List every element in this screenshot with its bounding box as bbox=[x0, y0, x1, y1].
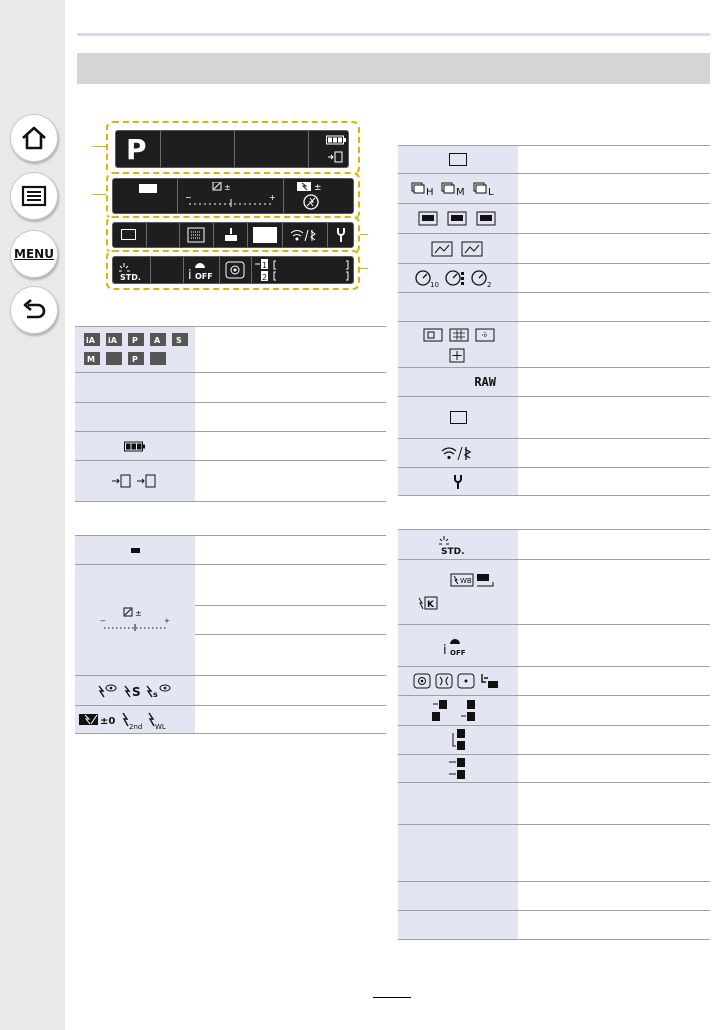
recording-mode-icons bbox=[80, 330, 190, 370]
divider bbox=[251, 257, 252, 283]
relay-cell bbox=[398, 726, 518, 754]
af-mode-cell bbox=[398, 322, 518, 367]
svg-text:1: 1 bbox=[262, 261, 268, 270]
right-table-row bbox=[398, 625, 710, 667]
lcd-panel-1 bbox=[106, 121, 360, 175]
svg-text:L: L bbox=[488, 186, 494, 197]
menu-label: MENU bbox=[14, 247, 54, 261]
aspect-cell bbox=[398, 397, 518, 438]
card-slot-cell bbox=[75, 461, 195, 501]
quality-box bbox=[253, 227, 277, 243]
backup-recording-icon bbox=[447, 757, 469, 781]
left-table-row bbox=[75, 676, 386, 706]
i-resolution-cell bbox=[398, 625, 518, 666]
wifi-bluetooth-icon bbox=[440, 445, 476, 461]
flash-adjust-icon bbox=[293, 181, 337, 211]
lcd-panel-4 bbox=[106, 250, 360, 290]
af-area-icon bbox=[187, 227, 205, 243]
empty-cell bbox=[398, 882, 518, 910]
right-table-row bbox=[398, 911, 710, 940]
svg-text:±: ± bbox=[135, 609, 142, 618]
right-table-row bbox=[398, 174, 710, 204]
flash-adjust-icons bbox=[79, 710, 191, 730]
focus-mode-icon bbox=[223, 228, 239, 242]
svg-text:iA: iA bbox=[86, 335, 95, 345]
drive-single-cell bbox=[398, 146, 518, 173]
double-slot-icons bbox=[431, 699, 485, 723]
svg-text:2: 2 bbox=[262, 273, 268, 282]
svg-text:A: A bbox=[154, 335, 161, 345]
lcd-panel-3 bbox=[106, 216, 360, 254]
card-slot-icons bbox=[110, 471, 160, 491]
self-timer-cell bbox=[398, 264, 518, 292]
svg-text:±0: ±0 bbox=[100, 715, 116, 727]
aspect-cell bbox=[75, 536, 195, 564]
right-table-row bbox=[398, 264, 710, 293]
burst-speed-icons bbox=[410, 181, 506, 197]
svg-text:STD.: STD. bbox=[120, 273, 141, 281]
remaining-shots-brackets bbox=[273, 260, 349, 282]
flash-adjust-cell bbox=[75, 706, 195, 733]
right-table-row bbox=[398, 882, 710, 911]
flash-mode-cell bbox=[75, 676, 195, 705]
lcd-panel-2 bbox=[106, 172, 360, 220]
divider bbox=[213, 223, 214, 247]
empty-cell bbox=[398, 911, 518, 939]
raw-label: RAW bbox=[474, 375, 496, 389]
inner-rule bbox=[195, 634, 386, 635]
right-table-row bbox=[398, 468, 710, 496]
exposure-meter-icon bbox=[100, 607, 170, 633]
right-table-row bbox=[398, 368, 710, 397]
lcd-exposure-row bbox=[112, 178, 354, 214]
white-balance-icons bbox=[413, 572, 503, 612]
left-table-merged-row bbox=[75, 565, 386, 676]
inner-rule bbox=[195, 605, 386, 606]
af-mode-icons bbox=[418, 325, 498, 365]
divider bbox=[308, 131, 309, 167]
aspect-ratio-icon bbox=[131, 548, 140, 553]
wireless-cell bbox=[398, 439, 518, 467]
right-table-row bbox=[398, 560, 710, 625]
white-balance-cell bbox=[398, 560, 518, 624]
svg-text:2nd: 2nd bbox=[129, 722, 143, 730]
svg-text:WL: WL bbox=[155, 722, 166, 730]
divider bbox=[160, 131, 161, 167]
self-timer-icons bbox=[413, 268, 503, 288]
i-resolution-icon bbox=[187, 259, 219, 281]
svg-text:±: ± bbox=[224, 183, 231, 192]
backup-cell bbox=[398, 755, 518, 782]
i-resolution-icon bbox=[442, 635, 474, 657]
card-function-cell bbox=[398, 696, 518, 725]
svg-text:+: + bbox=[269, 193, 276, 202]
post-focus-cell bbox=[398, 234, 518, 263]
svg-text:s: s bbox=[153, 689, 158, 699]
svg-text:S: S bbox=[132, 684, 141, 699]
svg-text:K: K bbox=[427, 600, 434, 610]
svg-text:i: i bbox=[443, 642, 447, 657]
aspect-ratio-icon bbox=[450, 411, 467, 424]
divider bbox=[282, 223, 283, 247]
right-table-row bbox=[398, 696, 710, 726]
left-table-row bbox=[75, 536, 386, 565]
lcd-settings-row bbox=[112, 222, 354, 248]
svg-text:H: H bbox=[426, 186, 434, 197]
right-table-row bbox=[398, 755, 710, 783]
lcd-bottom-row bbox=[112, 256, 354, 284]
svg-text:S: S bbox=[176, 335, 182, 345]
left-table-row bbox=[75, 373, 386, 403]
setup-cell bbox=[398, 468, 518, 495]
aspect-box bbox=[139, 184, 157, 193]
wifi-bluetooth-icon bbox=[289, 228, 319, 242]
mode-letter: P bbox=[126, 133, 147, 166]
battery-icon bbox=[326, 135, 346, 145]
contents-button[interactable] bbox=[10, 172, 58, 220]
right-table-row bbox=[398, 825, 710, 882]
divider bbox=[183, 257, 184, 283]
left-table-row bbox=[75, 461, 386, 502]
right-table-row bbox=[398, 397, 710, 439]
post-focus-icons bbox=[430, 240, 486, 258]
divider bbox=[146, 223, 147, 247]
battery-cell bbox=[75, 432, 195, 460]
svg-text:−: − bbox=[185, 193, 192, 202]
svg-text:i: i bbox=[188, 268, 192, 281]
flash-mode-icons bbox=[95, 682, 175, 700]
divider bbox=[247, 223, 248, 247]
svg-text:OFF: OFF bbox=[450, 648, 466, 657]
4k-photo-cell bbox=[398, 204, 518, 233]
metering-cell bbox=[398, 667, 518, 695]
divider bbox=[219, 257, 220, 283]
drive-single-icon bbox=[449, 153, 467, 166]
right-table-row bbox=[398, 439, 710, 468]
4k-photo-icons bbox=[417, 210, 499, 228]
divider bbox=[179, 223, 180, 247]
left-table-row bbox=[75, 327, 386, 373]
page-number-rule bbox=[373, 997, 411, 998]
empty-cell bbox=[75, 403, 195, 431]
empty-cell bbox=[75, 373, 195, 402]
exposure-meter-icon bbox=[185, 182, 277, 210]
empty-cell bbox=[398, 293, 518, 321]
drive-single-icon bbox=[121, 229, 136, 240]
right-table-row bbox=[398, 783, 710, 825]
svg-text:OFF: OFF bbox=[195, 272, 213, 281]
list-icon bbox=[19, 181, 49, 211]
back-button[interactable] bbox=[10, 286, 58, 334]
svg-text:STD.: STD. bbox=[441, 546, 465, 556]
right-table-row bbox=[398, 204, 710, 234]
divider bbox=[150, 257, 151, 283]
card-slot-icon bbox=[327, 151, 343, 163]
home-icon bbox=[19, 123, 49, 153]
svg-text:+: + bbox=[164, 617, 170, 625]
right-table-row bbox=[398, 322, 710, 368]
right-table-row bbox=[398, 146, 710, 174]
right-table-row bbox=[398, 530, 710, 560]
svg-text:M: M bbox=[456, 186, 465, 197]
svg-text:iA: iA bbox=[108, 335, 117, 345]
left-table-row bbox=[75, 706, 386, 734]
photo-style-icon bbox=[436, 534, 480, 556]
card-slot-selection-icon bbox=[255, 258, 269, 282]
back-arrow-icon bbox=[19, 295, 49, 325]
right-table-row bbox=[398, 726, 710, 755]
right-table-row bbox=[398, 667, 710, 696]
home-button[interactable] bbox=[10, 114, 58, 162]
divider bbox=[283, 179, 284, 213]
exposure-meter-cell bbox=[75, 565, 195, 675]
svg-text:2: 2 bbox=[487, 281, 492, 288]
right-table-row bbox=[398, 234, 710, 264]
photo-style-cell bbox=[398, 530, 518, 559]
photo-style-icon bbox=[118, 261, 150, 281]
left-table-row bbox=[75, 432, 386, 461]
svg-text:M: M bbox=[87, 354, 95, 364]
metering-mode-icons bbox=[412, 672, 504, 690]
menu-button[interactable] bbox=[10, 230, 58, 278]
left-table-row bbox=[75, 403, 386, 432]
svg-text:WB: WB bbox=[460, 577, 472, 585]
svg-text:−: − bbox=[100, 617, 106, 625]
sidebar bbox=[0, 0, 65, 1030]
svg-text:±: ± bbox=[314, 183, 322, 193]
battery-icon bbox=[124, 441, 146, 452]
empty-cell bbox=[398, 783, 518, 824]
svg-text:10: 10 bbox=[430, 281, 439, 288]
wrench-icon bbox=[452, 474, 464, 490]
divider bbox=[177, 179, 178, 213]
mode-icons-cell bbox=[75, 327, 195, 372]
svg-text:P: P bbox=[132, 354, 138, 364]
right-table-row bbox=[398, 293, 710, 322]
relay-recording-icon bbox=[448, 728, 468, 752]
divider bbox=[327, 223, 328, 247]
header-rule bbox=[77, 33, 710, 36]
svg-text:P: P bbox=[132, 335, 138, 345]
burst-cell bbox=[398, 174, 518, 203]
empty-cell bbox=[398, 825, 518, 881]
section-band bbox=[77, 53, 710, 84]
metering-mode-icon bbox=[225, 261, 245, 279]
wrench-icon bbox=[335, 227, 347, 243]
lcd-top-row bbox=[115, 130, 349, 168]
raw-cell bbox=[398, 368, 518, 396]
divider bbox=[234, 131, 235, 167]
